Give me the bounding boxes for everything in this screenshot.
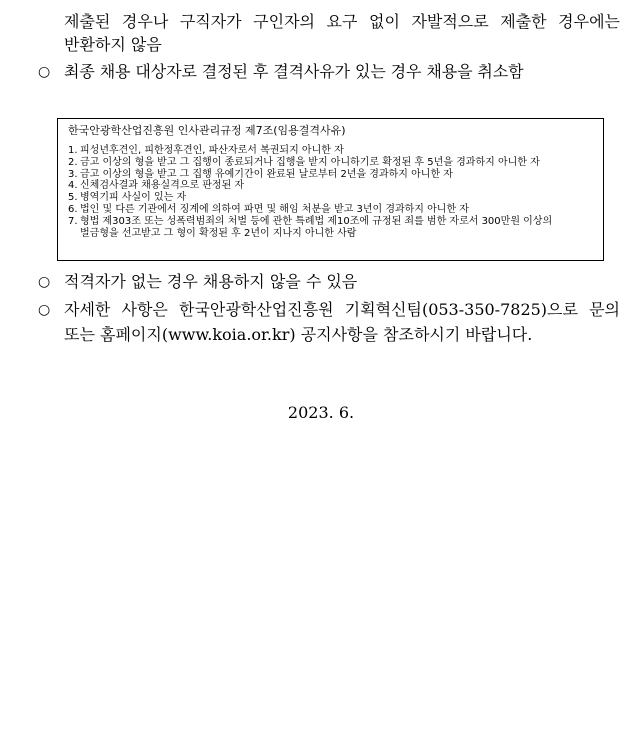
no-hire-notice: 적격자가 없는 경우 채용하지 않을 수 있음 [64,272,358,291]
cancel-notice: 최종 채용 대상자로 결정된 후 결격사유가 있는 경우 채용을 취소함 [64,62,524,81]
intro-line-2: 반환하지 않음 [64,35,162,54]
regulation-item-text: 금고 이상의 형을 받고 그 집행 유예기간이 완료된 날로부터 2년을 경과하지 아니한 자 [80,168,453,180]
regulation-item-text: 벌금형을 선고받고 그 형이 확정된 후 2년이 지나지 아니한 사람 [80,227,357,239]
contact-line-2: 또는 홈페이지(www.koia.or.kr) 공지사항을 참조하시기 바랍니다. [64,325,533,344]
regulation-title: 한국안광학산업진흥원 인사관리규정 제7조(임용결격사유) [68,124,346,137]
regulation-item-number: 1. [68,145,78,156]
bullet-circle-icon: ○ [38,302,51,318]
regulation-list [68,145,552,239]
regulation-item-number: 7. [68,215,78,227]
regulation-item [68,216,552,228]
regulation-item-continuation [68,228,552,240]
regulation-item-indent [68,228,80,240]
regulation-item [68,145,552,157]
regulation-item-number: 4. [68,180,78,192]
bullet-circle-icon: ○ [38,64,51,80]
bullet-circle-icon: ○ [38,274,51,290]
regulation-item-number: 6. [68,203,78,215]
regulation-item [68,192,552,204]
regulation-item [68,157,552,169]
regulation-item-text: 법인 및 다른 기관에서 징계에 의하여 파면 및 해임 처분을 받고 3년이 경과하지 아니한 자 [80,203,469,215]
regulation-item-text: 형법 제303조 또는 성폭력범죄의 처벌 등에 관한 특례법 제10조에 규정된 죄를 범한 자로서 300만원 이상의 [80,215,553,227]
regulation-item-number: 2. [68,156,78,168]
intro-line-1: 제출된 경우나 구직자가 구인자의 요구 없이 자발적으로 제출한 경우에는 [64,12,620,31]
document-date: 2023. 6. [287,403,355,422]
regulation-item-number: 5. [68,192,78,204]
regulation-item-number: 3. [68,168,78,180]
regulation-item [68,180,552,192]
regulation-item-text: 금고 이상의 형을 받고 그 집행이 종료되거나 집행을 받지 아니하기로 확정된 후 5년을 경과하지 아니한 자 [80,156,540,168]
regulation-box [57,118,604,261]
contact-line-1: 자세한 사항은 한국안광학산업진흥원 기획혁신팀(053-350-7825)으로 문의 [64,300,620,319]
regulation-item-text: 피성년후견인, 피한정후견인, 파산자로서 복권되지 아니한 자 [80,145,344,156]
regulation-item-text: 병역기피 사실이 있는 자 [80,192,187,204]
regulation-item-text: 신체검사결과 채용실격으로 판정된 자 [80,180,245,192]
regulation-item [68,204,552,216]
regulation-item [68,169,552,181]
